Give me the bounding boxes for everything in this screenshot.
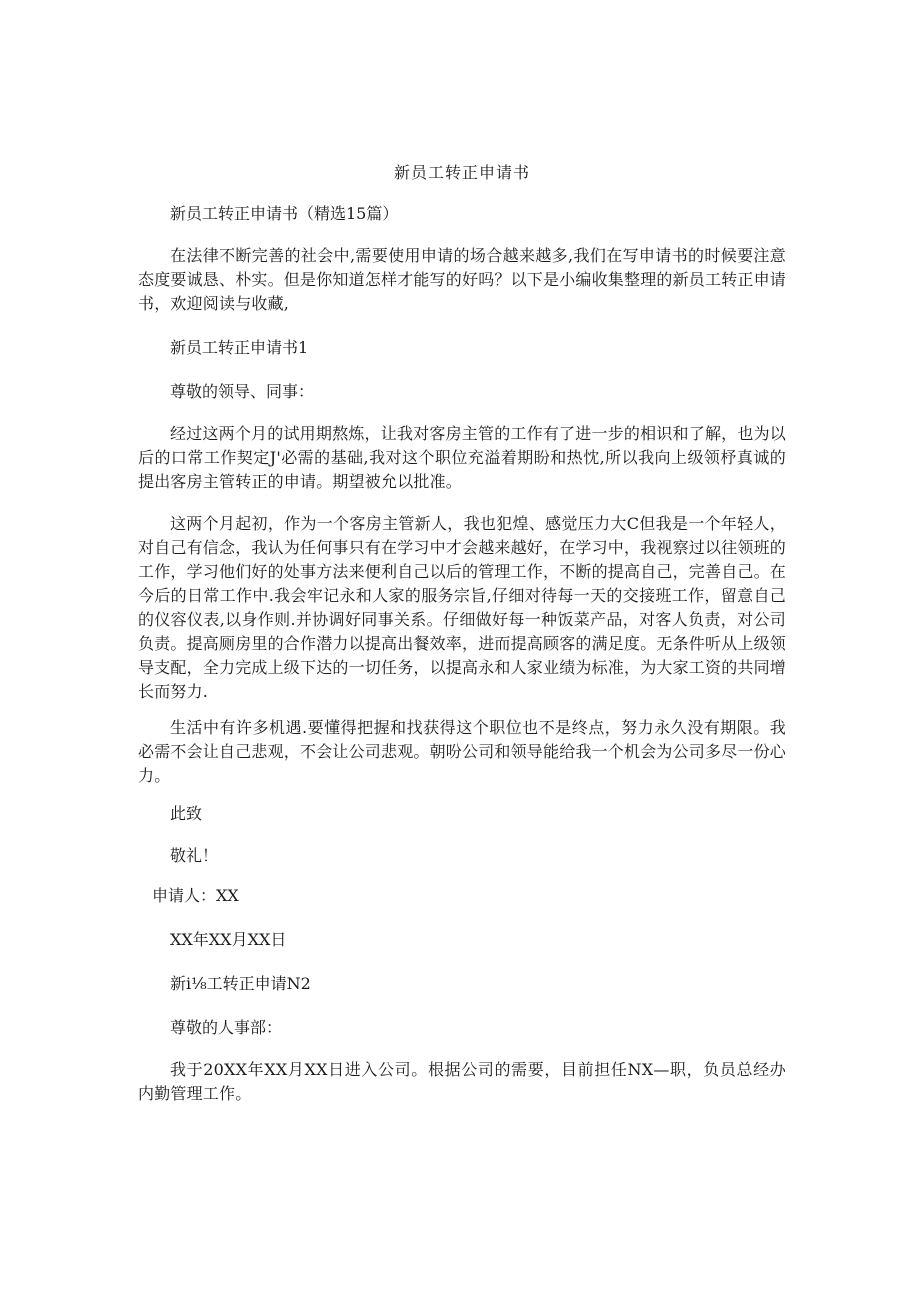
section1-paragraph-3: 生活中有许多机遇.要懂得把握和找获得这个职位也不是终点，努力永久没有期限。我必需不会让自己悲观，不会让公司悲观。朝吩公司和领导能给我一个机会为公司多尽一份心力。 (138, 718, 787, 785)
closing-cizhi: 此致 (170, 804, 203, 823)
section1-salutation: 尊敬的领导、同事： (170, 382, 315, 401)
section1-paragraph-2: 这两个月起初，作为一个客房主管新人，我也犯煌、感觉压力大C但我是一个年轻人，对自己有信念，我认为任何事只有在学习中才会越来越好，在学习中，我视察过以往领班的工作，学习他们好的处事方法来便利自己以后的管理工作，不断的提高自己，完善自己。在今后的日常工作中.我会牢记永和人家的服务宗旨,仔细对待每一天的交接班工作，留意自己的仪容仪表,以身作则.并协调好同事关系。仔细做好每一种饭菜产品，对客人负责，对公司负责。提高厕房里的合作潜力以提高出餐效率，进而提高顾客的满足度。无条件听从上级领导支配，全力完成上级下达的一切任务，以提高永和人家业绩为标准，为大家工资的共同增长而努力. (138, 514, 787, 701)
section2-paragraph-1: 我于20XX年XX月XX日进入公司。根据公司的需要，目前担任NX—职，负员总经办内勤管理工作。 (138, 1060, 786, 1103)
applicant-line: 申请人：XX (152, 886, 239, 905)
section2-salutation: 尊敬的人事部： (170, 1018, 283, 1037)
date-line: XX年XX月XX日 (170, 930, 287, 949)
document-title: 新员工转正申请书 (393, 163, 530, 182)
document-subtitle: 新员工转正申请书（精选15篇） (170, 204, 399, 223)
section2-heading: 新i⅛工转正申请N2 (170, 974, 311, 993)
section1-paragraph-1: 经过这两个月的试用期熬炼，让我对客房主管的工作有了进一步的相识和了解，也为以后的口常工作契定J'必需的基础,我对这个职位充溢着期盼和热忱,所以我向上级领杼真诚的提出客房主管转正的申请。期望被允以批准。 (138, 424, 786, 491)
section1-heading: 新员工转正申请书1 (170, 338, 309, 357)
closing-jingli: 敬礼！ (170, 846, 219, 865)
intro-paragraph: 在法律不断完善的社会中,需要使用申请的场合越来越多,我们在写申请书的时候要注意态度要诚恳、朴实。但是你知道怎样才能写的好吗？以下是小编收集整理的新员工转正申请书，欢迎阅读与收藏, (138, 246, 787, 313)
